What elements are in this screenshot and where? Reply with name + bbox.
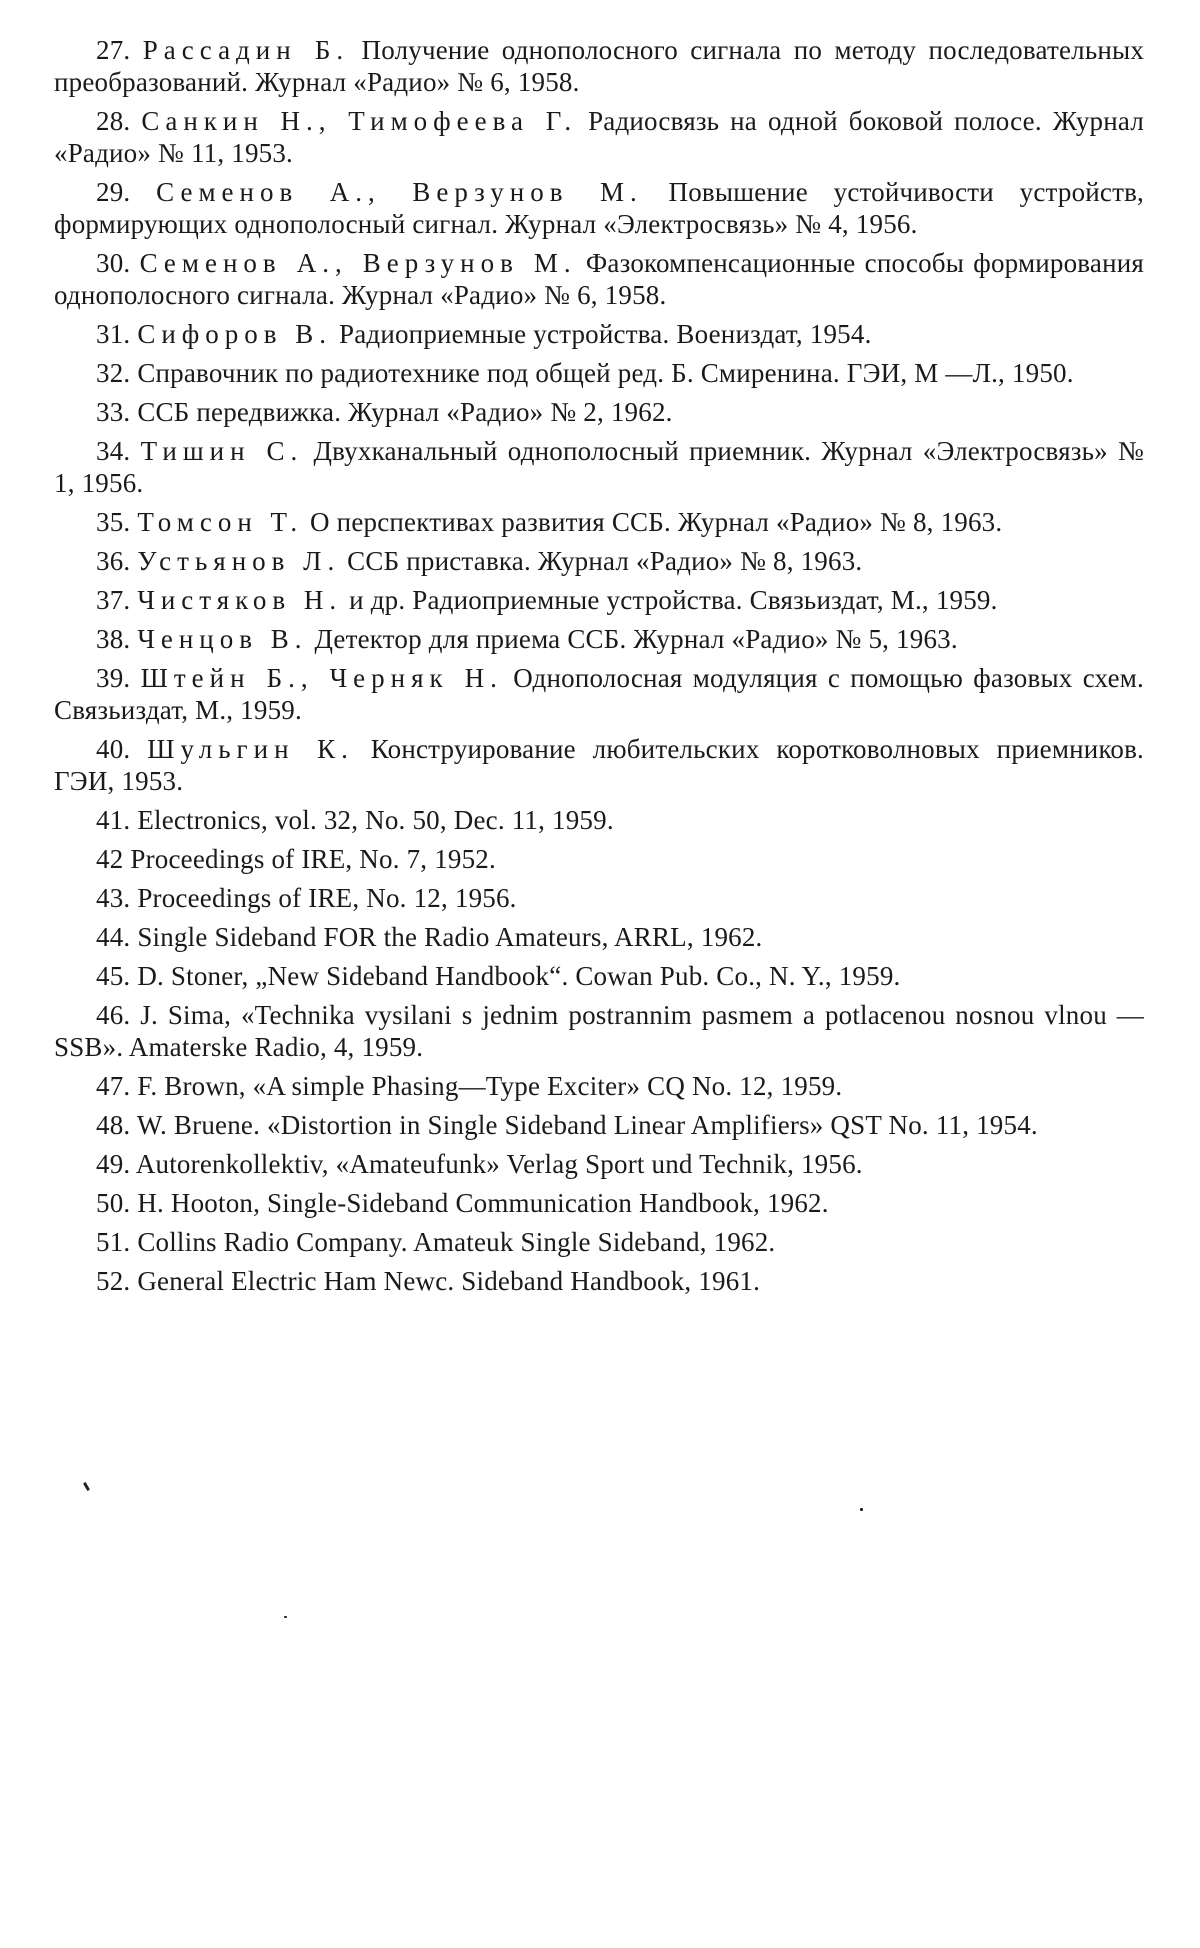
reference-author: Устьянов Л. bbox=[137, 546, 341, 576]
reference-author: Санкин Н., Тимофеева Г. bbox=[141, 106, 578, 136]
reference-number: 35. bbox=[96, 507, 131, 537]
reference-text: W. Bruene. «Distortion in Single Sideband Linear Amplifiers» QST No. 11, 1954. bbox=[136, 1110, 1038, 1140]
reference-text: F. Brown, «A simple Phasing—Type Exciter» CQ No. 12, 1959. bbox=[137, 1071, 843, 1101]
reference-item-50 bbox=[54, 1187, 1144, 1219]
reference-text: Справочник по радиотехнике под общей ред. Б. Смиренина. ГЭИ, М —Л., 1950. bbox=[137, 358, 1074, 388]
reference-item-43 bbox=[54, 882, 1144, 914]
reference-item-42 bbox=[54, 843, 1144, 875]
reference-number: 34. bbox=[96, 436, 131, 466]
reference-item-35 bbox=[54, 506, 1144, 538]
reference-text: Детектор для приема ССБ. Журнал «Радио» № 5, 1963. bbox=[314, 624, 958, 654]
reference-item-44 bbox=[54, 921, 1144, 953]
scan-speck bbox=[284, 1616, 287, 1618]
reference-number: 28. bbox=[96, 106, 131, 136]
reference-text: Двухканальный однополосный приемник. Журнал «Электросвязь» № 1, 1956. bbox=[54, 436, 1144, 498]
reference-text: Повышение устойчивости устройств, формирующих однополосный сигнал. Журнал «Электросвязь» № 4, 1956. bbox=[54, 177, 1145, 239]
reference-item-37 bbox=[54, 584, 1144, 616]
reference-number: 43. bbox=[96, 883, 131, 913]
reference-number: 48. bbox=[96, 1110, 131, 1140]
reference-list bbox=[54, 34, 1144, 1304]
reference-item-48 bbox=[54, 1109, 1144, 1141]
reference-text: Радиосвязь на одной боковой полосе. Журнал «Радио» № 11, 1953. bbox=[54, 106, 1145, 168]
reference-item-29 bbox=[54, 176, 1144, 240]
reference-text: Autorenkollektiv, «Amateufunk» Verlag Sport und Technik, 1956. bbox=[135, 1149, 863, 1179]
reference-number: 46. bbox=[96, 1000, 131, 1030]
reference-text: Однополосная модуляция с помощью фазовых схем. Связьиздат, М., 1959. bbox=[54, 663, 1145, 725]
reference-text: О перспективах развития ССБ. Журнал «Радио» № 8, 1963. bbox=[310, 507, 1003, 537]
reference-text: D. Stoner, „New Sideband Handbook“. Cowan Pub. Co., N. Y., 1959. bbox=[137, 961, 901, 991]
reference-text: Получение однополосного сигнала по методу последовательных преобразований. Журнал «Радио» № 6, 1958. bbox=[54, 35, 1145, 97]
reference-text: General Electric Ham Newc. Sideband Handbook, 1961. bbox=[137, 1266, 761, 1296]
reference-text: и др. Радиоприемные устройства. Связьиздат, М., 1959. bbox=[349, 585, 998, 615]
reference-item-36 bbox=[54, 545, 1144, 577]
reference-text: Single Sideband FOR the Radio Amateurs, ARRL, 1962. bbox=[137, 922, 763, 952]
reference-text: Радиоприемные устройства. Воениздат, 1954. bbox=[338, 319, 872, 349]
reference-item-33 bbox=[54, 396, 1144, 428]
reference-item-28 bbox=[54, 105, 1144, 169]
reference-item-30 bbox=[54, 247, 1144, 311]
reference-item-41 bbox=[54, 804, 1144, 836]
reference-text: Конструирование любительских коротковолновых приемников. ГЭИ, 1953. bbox=[54, 734, 1144, 796]
reference-item-34 bbox=[54, 435, 1144, 499]
reference-number: 29. bbox=[96, 177, 131, 207]
reference-author: Тишин С. bbox=[140, 436, 304, 466]
reference-author: Штейн Б., Черняк Н. bbox=[140, 663, 503, 693]
reference-text: H. Hooton, Single-Sideband Communication Handbook, 1962. bbox=[137, 1188, 829, 1218]
reference-number: 32. bbox=[96, 358, 131, 388]
reference-item-39 bbox=[54, 662, 1144, 726]
reference-text: Proceedings of IRE, No. 7, 1952. bbox=[130, 844, 496, 874]
reference-item-49 bbox=[54, 1148, 1144, 1180]
reference-number: 47. bbox=[96, 1071, 131, 1101]
reference-number: 50. bbox=[96, 1188, 131, 1218]
reference-number: 44. bbox=[96, 922, 131, 952]
reference-number: 27. bbox=[96, 35, 131, 65]
reference-number: 31. bbox=[96, 319, 131, 349]
reference-author: Ченцов В. bbox=[137, 624, 308, 654]
reference-text: Proceedings of IRE, No. 12, 1956. bbox=[137, 883, 517, 913]
reference-text: ССБ передвижка. Журнал «Радио» № 2, 1962. bbox=[137, 397, 673, 427]
reference-number: 30. bbox=[96, 248, 131, 278]
scan-speck bbox=[860, 1508, 863, 1511]
scan-speck bbox=[83, 1482, 90, 1491]
reference-number: 40. bbox=[96, 734, 131, 764]
reference-author: Чистяков Н. bbox=[137, 585, 343, 615]
reference-text: ССБ приставка. Журнал «Радио» № 8, 1963. bbox=[347, 546, 863, 576]
reference-text: Electronics, vol. 32, No. 50, Dec. 11, 1959. bbox=[137, 805, 614, 835]
reference-item-47 bbox=[54, 1070, 1144, 1102]
reference-item-38 bbox=[54, 623, 1144, 655]
reference-item-40 bbox=[54, 733, 1144, 797]
reference-text: J. Sima, «Technika vysilani s jednim postrannim pasmem a potlacenou nosnou vlnou — SSB». Amaterske Radio, 4, 1959. bbox=[54, 1000, 1145, 1062]
reference-number: 42 bbox=[96, 844, 124, 874]
reference-number: 36. bbox=[96, 546, 131, 576]
reference-author: Семенов А., Верзунов М. bbox=[139, 248, 577, 278]
reference-number: 52. bbox=[96, 1266, 131, 1296]
reference-number: 51. bbox=[96, 1227, 131, 1257]
reference-number: 45. bbox=[96, 961, 131, 991]
reference-text: Фазокомпенсационные способы формирования однополосного сигнала. Журнал «Радио» № 6, 1958. bbox=[54, 248, 1144, 310]
reference-item-31 bbox=[54, 318, 1144, 350]
reference-author: Семенов А., Верзунов М. bbox=[156, 177, 643, 207]
reference-item-32 bbox=[54, 357, 1144, 389]
reference-number: 39. bbox=[96, 663, 131, 693]
reference-author: Томсон Т. bbox=[137, 507, 304, 537]
reference-number: 38. bbox=[96, 624, 131, 654]
reference-item-45 bbox=[54, 960, 1144, 992]
reference-item-46 bbox=[54, 999, 1144, 1063]
reference-author: Шульгин К. bbox=[147, 734, 354, 764]
reference-number: 33. bbox=[96, 397, 131, 427]
reference-number: 49. bbox=[96, 1149, 131, 1179]
reference-item-52 bbox=[54, 1265, 1144, 1297]
reference-number: 37. bbox=[96, 585, 131, 615]
reference-author: Рассадин Б. bbox=[142, 35, 350, 65]
reference-text: Collins Radio Company. Amateuk Single Sideband, 1962. bbox=[137, 1227, 776, 1257]
reference-item-27 bbox=[54, 34, 1144, 98]
reference-author: Сифоров В. bbox=[137, 319, 333, 349]
reference-number: 41. bbox=[96, 805, 131, 835]
reference-item-51 bbox=[54, 1226, 1144, 1258]
